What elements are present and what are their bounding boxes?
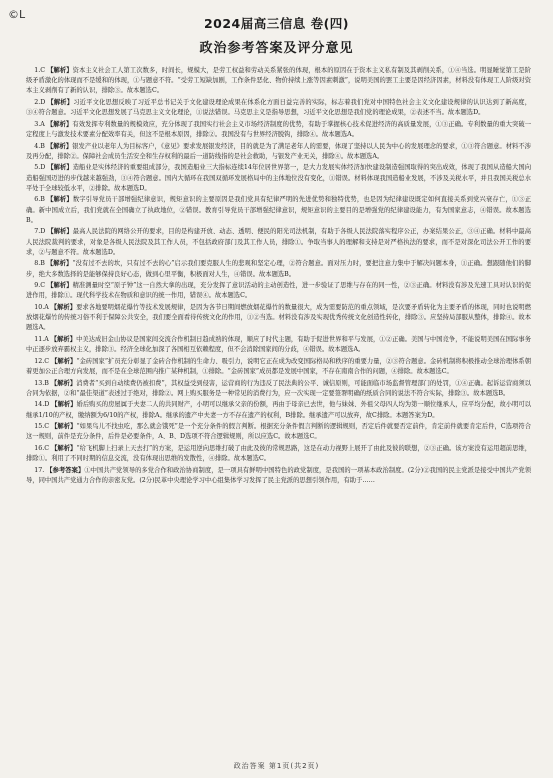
answer-explanation: 数字引导党员干部增强纪律意识，规矩意识的主要原因是我们党具有纪律严明的先进优势和独特优势，也是因为纪律建设既定如何直接关系到党兴衰存亡，①③正确。新中国成立后，我们党就在全国确立了执政地位，②错误。教育引导党员干部增强纪律意识，规矩意识的主要目的是增强党的纪律建设能力，有为国家意志，④错误。故本题选B。 [26, 196, 531, 224]
answer-number: 15.C [34, 423, 50, 431]
answer-explanation: “没有过不去的坎，只有过不去的心”启示我们要克服人生的悲观和坚定心理，②符合题意。面对压力时，要把注意力集中于解决问题本身，①正确。想跟随他们的脚步，绝大多数选择的是能够保持良好心态，做到心里平衡，积极面对人生，④错误。故本题选B。 [26, 260, 531, 278]
analysis-tag: 【解析】 [51, 444, 77, 452]
answer-explanation: “金砖国家”扩员充分彰显了金砖合作机制的生命力、吸引力，说明它正在成为改变国际格局和秩序的重要力量，②③符合题意。金砖机制将积极推动全球治理体系朝着更加公正合理方向发展，而不是在全球范围内推广某种机制，①排除。“金砖国家”成员都是发展中国家，不存在南南合作的问题，④排除。故本题选C。 [26, 357, 531, 375]
analysis-tag: 【解析】 [47, 196, 73, 204]
analysis-tag: 【解析】 [51, 401, 77, 409]
answer-item [26, 422, 531, 442]
answer-item [26, 357, 531, 377]
answer-explanation: 有效发挥专利数量的规模效应，充分体现了我国实行社会主义市场经济制度的优势，有助于掌握核心技术促进经济的高质量发展，①③正确。专利数量的重大突破一定程度上与激发技术要素分配效率有关，但这不是根本原因，排除②。我国没有与世界经济脱钩，排除④。故本题选A。 [26, 120, 531, 138]
answer-number: 11.A [34, 335, 49, 343]
answer-item [26, 444, 531, 464]
answer-explanation: 要求各地要明烟花爆竹等技术发展规律，是因为各节日期间燃放烟花爆竹的数量很大，成为需要防范的重点领域，是次要矛盾转化为主要矛盾的体现，同时也说明燃放烟花爆竹的传统习俗不利于保障公共安全，我们要全面看待传统文化的作用，①②当选。材料没有涉及实现优秀传统文化创造性转化，排除③。应坚持局部服从整体，排除④。故本题选A。 [26, 303, 531, 332]
answer-item [26, 281, 531, 301]
analysis-tag: 【解析】 [47, 67, 73, 74]
answer-explanation: 造船业是实体经济的重要组成部分，我国造船业三大指标连续14年位居世界第一，是大力发展实体经济加快建设制造强国取得的突出成效，体现了我国从造船大国向造船强国迈进的步伐越来越强劲，③④符合题意。国内大循环在我国双循环发展格局中的主体地位没有变化，①错误。材料体现我国造船业发展，不涉及关税水平，并且我国关税总水平处于全球较低水平，②排除。故本题选D。 [26, 164, 531, 192]
analysis-tag: 【解析】 [47, 164, 73, 172]
answer-number: 12.C [34, 357, 50, 365]
page-footer: 政治答案 第1页(共2页) [233, 762, 320, 770]
answer-explanation: 婚后购买的房屋属于夫妻二人的共同财产，小明可以继承父亲的份额，再由于母亲已去世，他与妹妹、外祖父母四人均为第一顺位继承人，应平均分配，故小明可以继承1/10的产权，缴纳额为6/10的产权，排除A。继承的遗产中夫妻一方不存在遗产的权利，B排除。继承遗产可以放弃，故C排除。本题答案为D。 [26, 401, 531, 419]
answer-number: 7.D [34, 228, 46, 236]
answer-number: 14.D [34, 401, 50, 409]
answer-explanation: 银发产业以老年人为目标客户，《意见》要求发展银发经济，目的就是为了满足老年人的需要，体现了坚持以人民为中心的发展理念的要求，①③符合题意。材料不涉及再分配，排除②。保障社会成员生活安全和生存权利的最后一道防线指的是社会救助，与银发产业无关，排除④。故本题选A。 [26, 142, 531, 160]
analysis-tag: 【解析】 [46, 260, 73, 268]
corner-mark: ©L [8, 8, 26, 21]
answer-item [26, 379, 531, 399]
answer-item [26, 66, 531, 97]
answer-number: 8.B [34, 260, 45, 268]
answer-item [26, 227, 531, 258]
answer-explanation: 精准测量时空“原子钟”这一自然大拿的出现，充分发挥了意识活动的主动创造性，进一步验证了思维与存在的同一性，②③正确。材料没有涉及光速工具对认识的促进作用，排除①。现代科学技术在物质和意识的统一作用，错误④。故本题选C。 [26, 282, 531, 300]
analysis-tag: 【解析】 [50, 379, 77, 387]
answer-number: 1.C [34, 67, 46, 74]
answer-number: 17. [34, 466, 45, 474]
analysis-tag: 【参考答案】 [46, 466, 85, 474]
answer-explanation: 最高人民法院的网络公开的要求，目的是构建开放、动态、透明、便民的阳光司法机制，有助于各级人民法院落实程序公正，办案结果公正，③④正确。材料中最高人民法院裁判的要求，对象是各级人民法院及其工作人员，不包括政府部门及其工作人员，排除①。争取当事人的理解和支持是对严格执法的要求，而不是对深化司法公开工作的要求，②与题意不符。故本题选D。 [26, 228, 531, 256]
analysis-tag: 【解析】 [47, 99, 74, 106]
answer-item [26, 120, 531, 140]
answer-number: 5.D [34, 164, 46, 172]
analysis-tag: 【解析】 [51, 357, 77, 365]
answer-number: 16.C [34, 444, 50, 452]
answer-explanation: 资本主义社会工人第工次数多，时间长，规模大，是劳工权益和劳动关系紧张的体现，根本的原因在于资本主义私有制及其剥削关系，①④当选。明显睡觉第工是阶级矛盾激化的体现而不是缓和的体现，①与题意不符。“受劳工短缺加剧，工作条件恶化、物价持续上涨等因素刺激”，说明美国的罢工主要是因经济因素，材料没有体现工人阶级对资本主义剥削有了新的认识，排除③。故本题选C。 [26, 67, 531, 95]
answer-item [26, 163, 531, 194]
answer-list [26, 66, 531, 756]
answer-item [26, 466, 531, 486]
answer-number: 6.B [34, 196, 45, 204]
analysis-tag: 【解析】 [47, 228, 73, 236]
answer-item [26, 259, 531, 279]
answer-number: 10.A [34, 303, 49, 311]
answer-explanation: ①中国共产党领导的多党合作和政治协商制度，是一项具有鲜明中国特色的政党制度，是我国的一项基本政治制度。(2分)②我国的民主党派是接受中国共产党领导，同中国共产党通力合作的亲密友党。(2分)民革中央理论学习中心组集体学习发挥了民主党派的思想引领作用，有助于…… [26, 466, 531, 484]
page-subtitle: 政治参考答案及评分意见 [199, 41, 354, 56]
answer-item [26, 335, 531, 355]
answer-number: 2.D [34, 99, 46, 106]
answer-explanation: “如果鸟儿不找虫吃，那么就会饿死”是一个充分条件的假言判断。根据充分条件假言判断的逻辑规则，否定后件就要否定前件，肯定前件就要肯定后件，C选项符合这一规则，前件是充分条件，后件是必要条件，A、B、D选项不符合逻辑规则，所以应选C。故本题选C。 [26, 423, 531, 441]
analysis-tag: 【解析】 [46, 120, 73, 128]
analysis-tag: 【解析】 [46, 142, 73, 150]
answer-item [26, 400, 531, 420]
answer-explanation: 习近平文化思想反映了习近平总书记关于文化建设理论成果在体系化方面日益完善的实际，标志着我们党对中国特色社会主义文化建设规律的认识达到了新高度，③④符合题意。习近平文化思想发展了马克思主义文化理论，①说法错误。马克思主义是指导思想，习近平文化思想是我们党的理论成果，②表述不当。故本题选D。 [26, 99, 531, 117]
answer-item [26, 98, 531, 118]
answer-explanation: “给飞机脚上扫录上天去打”的方案，是运用逆向思维打破了由此及彼的常规思路，这是在动力视野上展开了由此及彼的联想，②③正确。该方案没有运用超前思维，排除①。利用了不同时期的信息交流，没有体现出思维的发散性，④排除。故本题选C。 [26, 444, 531, 463]
answer-explanation: 中美达成旧金山协议是国家间交流合作机制日趋成熟的体现，顺应了时代主题，有助于促进世界和平与发展，①②正确。美国与中国竞争，不能说明美国在国际事务中正逐步放弃霸权主义，排除③。经济全球化加深了各国相互依赖程度，但不会消除国家间的分歧，④错误。故本题选A。 [26, 335, 531, 354]
answer-item [26, 303, 531, 334]
analysis-tag: 【解析】 [47, 282, 73, 290]
answer-number: 9.C [34, 282, 46, 290]
answer-item [26, 195, 531, 226]
answer-number: 3.A [34, 120, 45, 128]
analysis-tag: 【解析】 [50, 303, 77, 311]
analysis-tag: 【解析】 [50, 335, 77, 343]
analysis-tag: 【解析】 [51, 423, 77, 431]
answer-number: 4.B [34, 142, 45, 150]
page-title: 2024届高三信息 卷(四) [203, 16, 350, 31]
answer-explanation: 消费者“买到自动续费仍被扣费”，其权益受到侵害，运营商的行为违反了民法典的公平、诚信原则，可能面临市场监督管理部门的处罚，①④正确。起诉运营商须以合同为依据，②和“最佳渠道”表述过于绝对，排除②。网上购买服务是一种常见的消费行为，应一次实现一定要签署明确的纸质合同的说法不符合实际，排除③。故本题选B。 [26, 379, 531, 397]
answer-item [26, 142, 531, 162]
answer-number: 13.B [34, 379, 49, 387]
